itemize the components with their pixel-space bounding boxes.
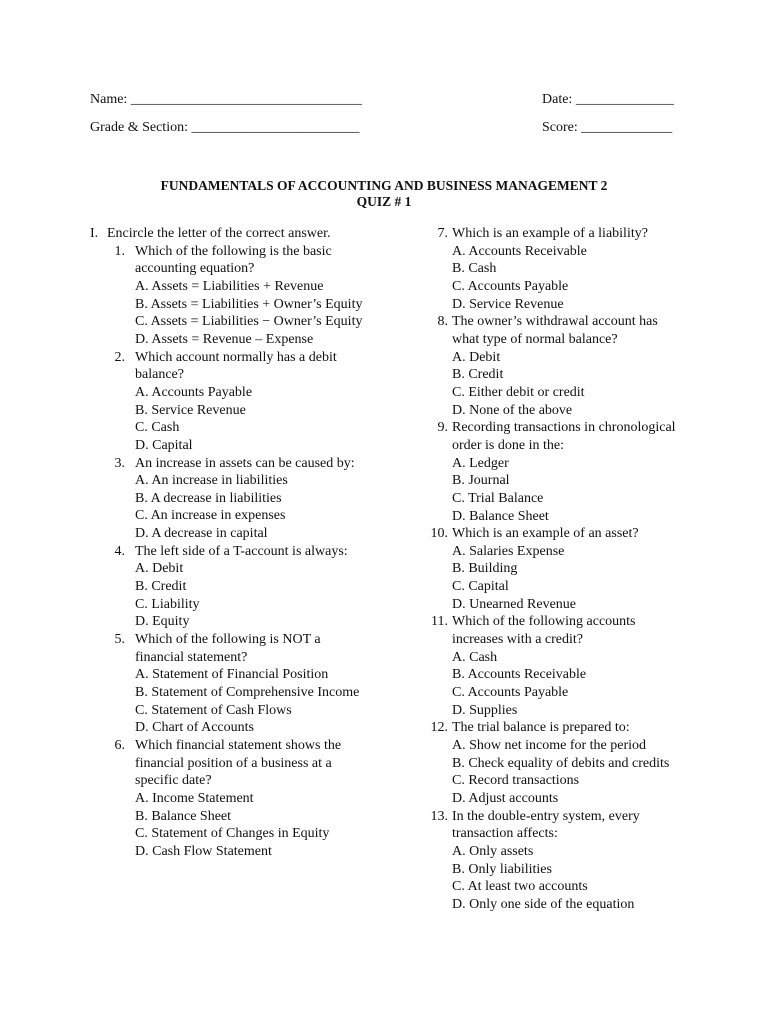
question-number: 5. [114,632,125,648]
question-body [452,225,688,313]
question-text: The owner’s withdrawal account has what type of normal balance? [452,314,658,347]
answer-option[interactable]: A. Income Statement [135,790,254,806]
question-text: An increase in assets can be caused by: [135,455,355,471]
question-number: 4. [114,543,125,559]
question [428,719,688,807]
question-text: Which of the following is NOT a financial statement? [135,632,321,665]
answer-option[interactable]: C. At least two accounts [452,879,588,895]
question [428,525,688,613]
question-number: 13. [430,808,448,824]
answer-option[interactable]: C. Record transactions [452,773,580,789]
name-field[interactable]: Name: _________________________________ [90,92,362,107]
answer-option[interactable]: C. Accounts Payable [452,278,569,294]
answer-option[interactable]: D. Service Revenue [452,296,564,312]
answer-option[interactable]: D. Adjust accounts [452,791,559,806]
answer-option[interactable]: D. Supplies [452,702,518,718]
question-text: Which is an example of a liability? [452,226,648,241]
answer-option[interactable]: B. Assets = Liabilities + Owner’s Equity [135,296,363,312]
question-number: 12. [430,720,448,736]
answer-option[interactable]: A. Cash [452,649,498,665]
answer-option[interactable]: A. Accounts Receivable [452,243,587,259]
answer-option[interactable]: D. Assets = Revenue – Expense [135,331,314,347]
date-field[interactable]: Date: ______________ [542,92,674,107]
question-body [452,808,688,914]
question-text: Which is an example of an asset? [452,526,639,542]
right-question-column [428,225,688,914]
question-number: 3. [114,455,125,471]
answer-option[interactable]: B. A decrease in liabilities [135,490,282,506]
answer-option[interactable]: D. None of the above [452,402,573,418]
quiz-number: QUIZ # 1 [356,194,412,209]
answer-option[interactable]: B. Journal [452,473,510,489]
answer-option[interactable]: B. Check equality of debits and credits [452,755,670,771]
answer-option[interactable]: D. Only one side of the equation [452,896,635,912]
answer-option[interactable]: C. Trial Balance [452,490,544,506]
answer-option[interactable]: C. Liability [135,596,200,612]
question [428,313,688,419]
question-text: Which of the following accounts increases with a credit? [452,614,636,648]
question [428,613,688,719]
question-number: 8. [437,314,448,330]
answer-option[interactable]: B. Credit [452,367,504,383]
question-body [135,543,390,631]
question-body [452,419,688,525]
answer-option[interactable]: A. Debit [135,561,184,577]
answer-option[interactable]: C. Statement of Cash Flows [135,702,292,718]
question [428,808,688,914]
answer-option[interactable]: A. Salaries Expense [452,543,565,559]
question-number: 10. [430,526,448,542]
question-body [452,313,688,419]
left-question-column [90,225,390,861]
answer-option[interactable]: A. Show net income for the period [452,738,647,754]
question-number: 6. [114,738,125,754]
answer-option[interactable]: C. Cash [135,420,180,436]
answer-option[interactable]: C. Statement of Changes in Equity [135,826,330,842]
question-number: 9. [437,420,448,436]
question-body [135,737,390,861]
answer-option[interactable]: A. Only assets [452,843,534,859]
question-text: The left side of a T-account is always: [135,543,348,559]
question-body [452,719,688,807]
score-field[interactable]: Score: _____________ [542,120,673,135]
question-body [135,349,390,455]
answer-option[interactable]: B. Statement of Comprehensive Income [135,685,360,701]
answer-option[interactable]: C. An increase in expenses [135,508,286,524]
answer-option[interactable]: B. Cash [452,261,497,277]
question [90,543,390,631]
answer-option[interactable]: C. Capital [452,579,509,595]
question-body [452,613,688,719]
question-body [452,525,688,613]
right-questions-list [428,225,688,914]
answer-option[interactable]: D. Balance Sheet [452,508,549,524]
answer-option[interactable]: D. Equity [135,614,190,630]
answer-option[interactable]: D. Cash Flow Statement [135,843,272,859]
answer-option[interactable]: A. Accounts Payable [135,384,253,400]
answer-option[interactable]: A. An increase in liabilities [135,473,288,489]
answer-option[interactable]: D. Chart of Accounts [135,720,254,736]
answer-option[interactable]: C. Accounts Payable [452,685,569,701]
answer-option[interactable]: D. A decrease in capital [135,526,268,542]
question [90,243,390,349]
answer-option[interactable]: A. Statement of Financial Position [135,667,329,683]
answer-option[interactable]: B. Building [452,561,518,577]
instruction [90,225,390,243]
answer-option[interactable]: B. Accounts Receivable [452,667,587,683]
answer-option[interactable]: C. Either debit or credit [452,384,585,400]
question-body [135,243,390,349]
question [90,455,390,543]
answer-option[interactable]: D. Capital [135,437,193,453]
instruction-text: Encircle the letter of the correct answer. [107,226,331,241]
question-number: 11. [431,614,448,630]
question-text: Which financial statement shows the financial position of a business at a specific date? [135,738,342,789]
left-questions-list [90,243,390,861]
course-title: FUNDAMENTALS OF ACCOUNTING AND BUSINESS MANAGEMENT 2 [160,178,608,193]
answer-option[interactable]: B. Balance Sheet [135,808,232,824]
answer-option[interactable]: A. Assets = Liabilities + Revenue [135,278,324,294]
answer-option[interactable]: B. Credit [135,579,187,595]
question [428,419,688,525]
question-body [135,455,390,543]
question-text: In the double-entry system, every transaction affects: [452,808,640,842]
question-body [135,631,390,737]
answer-option[interactable]: C. Assets = Liabilities − Owner’s Equity [135,314,363,330]
question-number: 7. [437,226,448,241]
question [90,737,390,861]
instruction-numeral: I. [90,226,99,241]
question [90,631,390,737]
question-number: 2. [114,349,125,365]
grade-section-field[interactable]: Grade & Section: ________________________ [90,120,360,135]
question-number: 1. [114,243,125,259]
answer-option[interactable]: D. Unearned Revenue [452,596,577,612]
answer-option[interactable]: A. Ledger [452,455,509,471]
question-text: Which account normally has a debit balance? [135,349,337,383]
question-text: The trial balance is prepared to: [452,720,630,736]
answer-option[interactable]: A. Debit [452,349,501,365]
question [90,349,390,455]
answer-option[interactable]: B. Service Revenue [135,402,246,418]
question-text: Recording transactions in chronological order is done in the: [452,420,676,453]
question-text: Which of the following is the basic accounting equation? [135,243,332,277]
answer-option[interactable]: B. Only liabilities [452,861,552,877]
question [428,225,688,313]
